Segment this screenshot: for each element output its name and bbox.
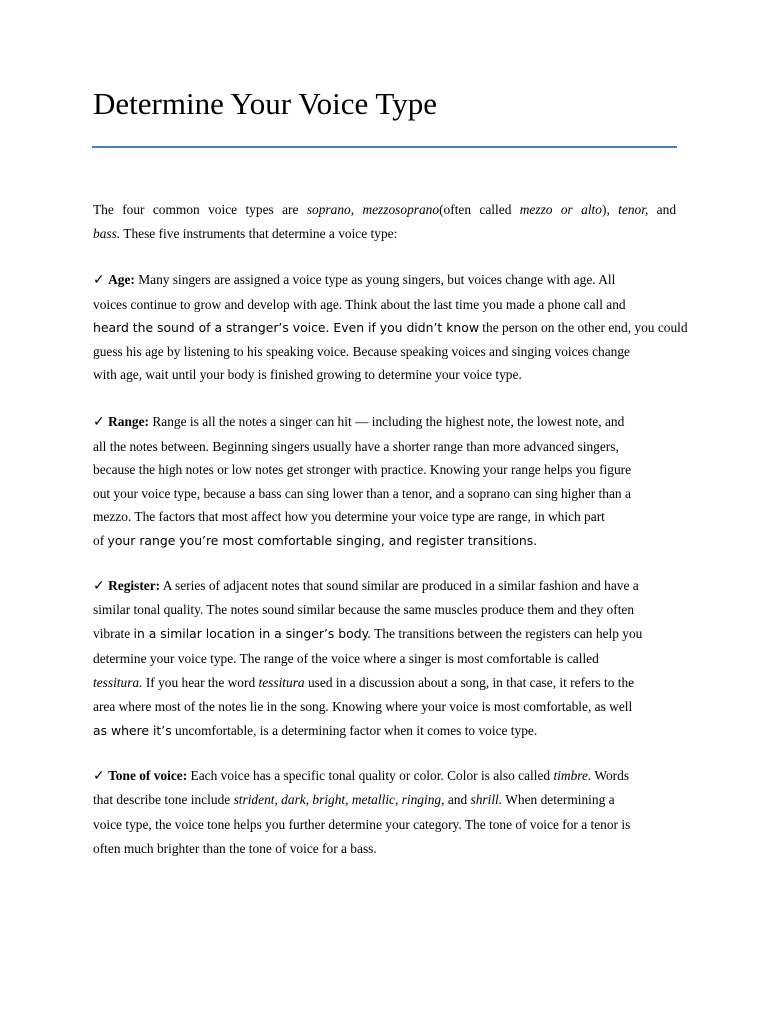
register-text: used in a discussion about a song, in that case, it refers to the [304, 674, 635, 690]
range-text: of [93, 532, 108, 548]
register-text: If you hear the word [142, 674, 259, 690]
intro-tenor: tenor, [618, 202, 649, 217]
register-text-sans: as where it’s [93, 723, 172, 739]
tone-line-3: voice type, the voice tone helps you further determine your category. The tone of voice for a tenor is [93, 816, 631, 832]
tone-text: Words [591, 768, 630, 783]
term-tessitura: tessitura [258, 674, 305, 690]
title-underline [92, 146, 677, 148]
age-line-1 [93, 268, 676, 293]
range-text-sans: your range you’re most comfortable singing, and register transitions. [107, 532, 538, 548]
intro-bass: bass. [93, 226, 121, 241]
intro-text: and [648, 202, 677, 217]
register-text-sans: in a similar location in a singer’s body. [133, 626, 372, 642]
register-text: A series of adjacent notes that sound similar are produced in a similar fashion and have a [160, 578, 639, 593]
range-section [93, 410, 676, 553]
tone-text: When determining a [502, 792, 615, 808]
checkmark-icon: ✓ [93, 272, 105, 288]
register-line-1 [93, 574, 676, 598]
tone-line-2 [93, 788, 676, 812]
tone-text: Each voice has a specific tonal quality or color. Color is also called [187, 768, 554, 783]
age-section [93, 268, 688, 387]
register-line-5 [93, 671, 676, 695]
register-text: vibrate [93, 626, 134, 642]
intro-paragraph [93, 198, 676, 246]
age-text: the person on the other end, you could [478, 320, 688, 335]
tone-line-1 [93, 764, 676, 788]
age-text-sans: heard the sound of a stranger’s voice. Even if you didn’t know [93, 320, 479, 335]
register-line-3 [93, 622, 676, 646]
checkmark-icon: ✓ [93, 768, 105, 784]
intro-text: The four common voice types are [93, 202, 307, 217]
register-line-2: similar tonal quality. The notes sound similar because the same muscles produce them and they often [93, 602, 635, 618]
range-line-1 [93, 410, 676, 435]
tone-text: and [444, 792, 471, 808]
register-line-4: determine your voice type. The range of the voice where a singer is most comfortable is called [93, 650, 599, 666]
range-line-3: because the high notes or low notes get stronger with practice. Knowing your range helps you figure [93, 462, 632, 478]
page-title: Determine Your Voice Type [93, 86, 437, 121]
register-section [93, 574, 676, 743]
range-line-4: out your voice type, because a bass can sing lower than a tenor, and a soprano can sing higher than a [93, 485, 631, 501]
section-label: Age: [108, 272, 135, 287]
register-text: The transitions between the registers can help you [371, 626, 643, 642]
register-line-7 [93, 719, 676, 743]
tone-words: strident, dark, bright, metallic, ringing, [233, 792, 445, 808]
age-line-5: with age, wait until your body is finished growing to determine your voice type. [93, 367, 522, 382]
term-timbre: timbre. [553, 768, 592, 783]
section-label: Register: [108, 578, 161, 593]
tone-text: that describe tone include [93, 792, 234, 808]
age-line-3 [93, 316, 688, 340]
range-line-5: mezzo. The factors that most affect how you determine your voice type are range, in which part [93, 509, 605, 525]
term-tessitura: tessitura. [93, 674, 143, 690]
range-text: Range is all the notes a singer can hit — including the highest note, the lowest note, and [149, 414, 625, 429]
intro-line-1 [93, 198, 676, 222]
checkmark-icon: ✓ [93, 578, 105, 594]
tone-word-shrill: shrill. [470, 792, 503, 808]
range-line-6 [93, 529, 676, 553]
intro-text: ), [601, 202, 619, 217]
intro-voice-types: soprano, mezzosoprano [306, 202, 440, 217]
age-text: Many singers are assigned a voice type as young singers, but voices change with age. All [134, 272, 616, 287]
intro-line-2 [93, 222, 676, 246]
intro-mezzo-alto: mezzo or alto [519, 202, 602, 217]
register-text: uncomfortable, is a determining factor when it comes to voice type. [171, 723, 538, 739]
intro-text: These five instruments that determine a voice type: [120, 226, 398, 241]
age-line-4: guess his age by listening to his speaking voice. Because speaking voices and singing voices change [93, 343, 630, 359]
tone-line-4: often much brighter than the tone of voice for a bass. [93, 841, 377, 857]
section-label: Range: [108, 414, 150, 429]
section-label: Tone of voice: [108, 768, 188, 783]
register-line-6: area where most of the notes lie in the song. Knowing where your voice is most comfortable, as well [93, 699, 633, 715]
range-line-2: all the notes between. Beginning singers usually have a shorter range than more advanced singers, [93, 438, 619, 454]
tone-section [93, 764, 676, 862]
intro-text: (often called [439, 202, 520, 217]
age-line-2: voices continue to grow and develop with age. Think about the last time you made a phone call and [93, 296, 626, 312]
checkmark-icon: ✓ [93, 414, 105, 430]
